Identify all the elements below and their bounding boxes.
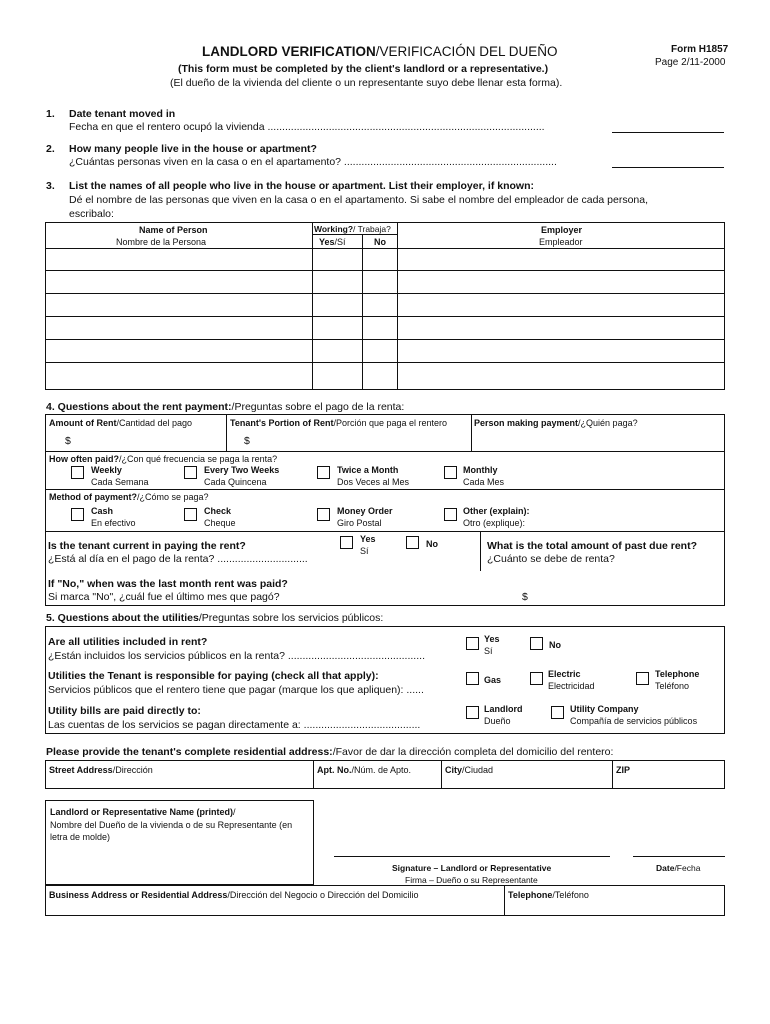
col-header-working (314, 224, 391, 234)
monthly-label: Monthly (463, 465, 498, 475)
form-subtitle: (This form must be completed by the client's landlord or a representative.) (178, 63, 549, 75)
cash-label: Cash (91, 506, 114, 516)
how-often-en: How often paid? (49, 454, 119, 464)
business-address-es: /Dirección del Negocio o Dirección del Domicilio (227, 890, 419, 900)
tenant-portion-dollar[interactable]: $ (244, 435, 250, 447)
every-two-weeks-label-es: Cada Quincena (204, 477, 267, 487)
q3-label: List the names of all people who live in the house or apartment. List their employer, if known: (69, 180, 534, 192)
box-divider (471, 414, 472, 451)
col-header-no: No (374, 237, 386, 247)
current-yes-label-es: Sí (360, 546, 369, 556)
current-yes-label: Yes (360, 534, 376, 544)
telephone-label-es: Teléfono (655, 681, 690, 691)
utilities-yes-label: Yes (484, 634, 500, 644)
electric-label-es: Electricidad (548, 681, 595, 691)
money-order-label-es: Giro Postal (337, 518, 382, 528)
q4-title (46, 401, 404, 413)
money-order-label: Money Order (337, 506, 393, 516)
col-header-employer-es: Empleador (539, 237, 583, 247)
last-paid-question: If "No," when was the last month rent was paid? (48, 578, 288, 590)
current-rent-question-es: ¿Está al día en el pago de la renta? ............................... (48, 553, 308, 565)
current-rent-question: Is the tenant current in paying the rent? (48, 540, 246, 552)
utilities-no-checkbox[interactable] (530, 637, 543, 650)
tenant-portion-label (230, 418, 447, 428)
street-address-es: /Dirección (112, 765, 153, 775)
apt-no-field[interactable] (317, 765, 411, 775)
table-divider (312, 234, 397, 235)
date-label (656, 863, 700, 873)
landlord-checkbox[interactable] (466, 706, 479, 719)
table-row[interactable] (45, 248, 725, 249)
form-subtitle-es: (El dueño de la vivienda del cliente o un representante suyo debe llenar esta forma). (170, 77, 563, 89)
check-checkbox[interactable] (184, 508, 197, 521)
utilities-yes-checkbox[interactable] (466, 637, 479, 650)
current-yes-checkbox[interactable] (340, 536, 353, 549)
date-es: /Fecha (674, 863, 701, 873)
every-two-weeks-label: Every Two Weeks (204, 465, 280, 475)
amount-of-rent-es: /Cantidad del pago (116, 418, 193, 428)
landlord-name-label-es: Nombre del Dueño de la vivienda o de su Representante (en letra de molde) (50, 820, 293, 842)
apt-no-en: Apt. No. (317, 765, 352, 775)
table-row[interactable] (45, 293, 725, 294)
electric-checkbox[interactable] (530, 672, 543, 685)
current-no-label: No (426, 539, 438, 549)
date-en: Date (656, 863, 675, 873)
col-header-name: Name of Person (139, 225, 208, 235)
table-row[interactable] (45, 362, 725, 363)
person-making-payment-label (474, 418, 638, 428)
street-address-field[interactable] (49, 765, 153, 775)
business-address-field[interactable] (49, 890, 419, 900)
past-due-dollar[interactable]: $ (522, 591, 528, 603)
method-label (49, 492, 209, 502)
method-es: /¿Cómo se paga? (137, 492, 209, 502)
responsible-question-es: Servicios públicos que el rentero tiene que pagar (marque los que apliquen): ...... (48, 684, 424, 696)
form-number: Form H1857 (671, 44, 729, 55)
col-header-employer: Employer (541, 225, 583, 235)
box-divider (504, 885, 505, 916)
other-label-es: Otro (explique): (463, 518, 526, 528)
box-divider (226, 414, 227, 451)
address-prompt-es: /Favor de dar la dirección completa del domicilio del rentero: (332, 746, 614, 758)
every-two-weeks-checkbox[interactable] (184, 466, 197, 479)
monthly-label-es: Cada Mes (463, 477, 505, 487)
date-line[interactable] (633, 856, 725, 857)
col-header-name-es: Nombre de la Persona (116, 237, 207, 247)
q3-number: 3. (46, 180, 55, 192)
street-address-en: Street Address (49, 765, 113, 775)
table-row[interactable] (45, 339, 725, 340)
q3-label-es-2: escribalo: (69, 208, 114, 220)
col-header-working-es: / Trabaja? (353, 224, 391, 234)
address-prompt (46, 746, 613, 758)
amount-of-rent-label (49, 418, 192, 428)
tenant-portion-en: Tenant's Portion of Rent (230, 418, 334, 428)
q3-label-es: Dé el nombre de las personas que viven en la casa o en el apartamento. Si sabe el nombre del empleador de cada persona, (69, 194, 649, 206)
gas-checkbox[interactable] (466, 672, 479, 685)
paid-to-question: Utility bills are paid directly to: (48, 705, 201, 717)
weekly-label-es: Cada Semana (91, 477, 149, 487)
q1-label-es: Fecha en que el rentero ocupó la vivienda ............................................................................................... (69, 121, 545, 133)
form-page: Page 2/11-2000 (655, 57, 726, 68)
q1-number: 1. (46, 108, 55, 120)
q5-title-en: 5. Questions about the utilities (46, 612, 199, 624)
twice-a-month-checkbox[interactable] (317, 466, 330, 479)
landlord-name-en: Landlord or Representative Name (printed) (50, 807, 234, 817)
address-prompt-en: Please provide the tenant's complete residential address: (46, 746, 333, 758)
city-en: City (445, 765, 463, 775)
table-row[interactable] (45, 270, 725, 271)
col-header-yes (319, 237, 346, 247)
box-divider (313, 760, 314, 789)
telephone-checkbox[interactable] (636, 672, 649, 685)
form-title-es: /VERIFICACIÓN DEL DUEÑO (375, 44, 558, 59)
utilities-yes-label-es: Sí (484, 646, 493, 656)
apt-no-es: /Núm. de Apto. (351, 765, 412, 775)
landlord-label-es: Dueño (484, 716, 511, 726)
person-making-payment-en: Person making payment (474, 418, 579, 428)
box-divider (441, 760, 442, 789)
utilities-no-label: No (549, 640, 561, 650)
other-label: Other (explain): (463, 506, 530, 516)
table-divider (362, 234, 363, 390)
method-en: Method of payment? (49, 492, 137, 502)
city-field[interactable] (445, 765, 493, 775)
q1-answer-line[interactable] (612, 132, 724, 133)
utilities-included-question: Are all utilities included in rent? (48, 636, 208, 648)
box-divider (480, 531, 481, 571)
other-checkbox[interactable] (444, 508, 457, 521)
utility-company-label: Utility Company (570, 704, 639, 714)
twice-a-month-label-es: Dos Veces al Mes (337, 477, 410, 487)
telephone-label: Telephone (655, 669, 700, 679)
q5-title-es: /Preguntas sobre los servicios públicos: (198, 612, 384, 624)
telephone-field[interactable] (508, 890, 589, 900)
col-header-yes-es: /Sí (334, 237, 346, 247)
signature-label-es: Firma – Dueño o su Representante (405, 875, 538, 885)
check-label-es: Cheque (204, 518, 236, 528)
box-divider (45, 451, 725, 452)
last-paid-question-es: Si marca "No", ¿cuál fue el último mes que pagó? (48, 591, 280, 603)
money-order-checkbox[interactable] (317, 508, 330, 521)
signature-label: Signature – Landlord or Representative (392, 863, 552, 873)
q1-label: Date tenant moved in (69, 108, 176, 120)
electric-label: Electric (548, 669, 581, 679)
table-row[interactable] (45, 316, 725, 317)
landlord-name-label (50, 807, 236, 817)
how-often-es: /¿Con qué frecuencia se paga la renta? (119, 454, 278, 464)
person-making-payment-es: /¿Quién paga? (578, 418, 638, 428)
landlord-name-slash: / (233, 807, 236, 817)
business-address-en: Business Address or Residential Address (49, 890, 228, 900)
twice-a-month-label: Twice a Month (337, 465, 399, 475)
weekly-checkbox[interactable] (71, 466, 84, 479)
box-divider (612, 760, 613, 789)
q4-title-es: /Preguntas sobre el pago de la renta: (231, 401, 405, 413)
q2-label-es: ¿Cuántas personas viven en la casa o en el apartamento? ......................................................................... (69, 156, 557, 168)
amount-of-rent-dollar[interactable]: $ (65, 435, 71, 447)
gas-label: Gas (484, 675, 502, 685)
cash-label-es: En efectivo (91, 518, 136, 528)
box-divider (45, 531, 725, 532)
tenant-portion-es: /Porción que paga el rentero (333, 418, 448, 428)
cash-checkbox[interactable] (71, 508, 84, 521)
utilities-included-question-es: ¿Están incluidos los servicios públicos en la renta? ............................................... (48, 650, 425, 662)
city-es: /Ciudad (462, 765, 494, 775)
paid-to-question-es: Las cuentas de los servicios se pagan directamente a: ........................................ (48, 719, 421, 731)
q5-title (46, 612, 383, 624)
landlord-label: Landlord (484, 704, 523, 714)
utility-company-label-es: Compañía de servicios públicos (570, 716, 698, 726)
col-header-yes-en: Yes (319, 237, 335, 247)
current-no-checkbox[interactable] (406, 536, 419, 549)
form-title-en: LANDLORD VERIFICATION (202, 44, 376, 59)
q2-answer-line[interactable] (612, 167, 724, 168)
utility-company-checkbox[interactable] (551, 706, 564, 719)
q4-title-en: 4. Questions about the rent payment: (46, 401, 232, 413)
telephone-es: /Teléfono (552, 890, 589, 900)
responsible-question: Utilities the Tenant is responsible for paying (check all that apply): (48, 670, 379, 682)
col-header-working-en: Working? (314, 224, 354, 234)
check-label: Check (204, 506, 232, 516)
past-due-question: What is the total amount of past due rent? (487, 540, 697, 552)
q2-number: 2. (46, 143, 55, 155)
zip-field[interactable]: ZIP (616, 765, 631, 775)
telephone-en: Telephone (508, 890, 553, 900)
monthly-checkbox[interactable] (444, 466, 457, 479)
how-often-label (49, 454, 277, 464)
amount-of-rent-en: Amount of Rent (49, 418, 117, 428)
past-due-question-es: ¿Cuánto se debe de renta? (487, 553, 615, 565)
box-divider (45, 489, 725, 490)
signature-line[interactable] (334, 856, 610, 857)
form-title (202, 44, 558, 59)
weekly-label: Weekly (91, 465, 122, 475)
q2-label: How many people live in the house or apartment? (69, 143, 317, 155)
